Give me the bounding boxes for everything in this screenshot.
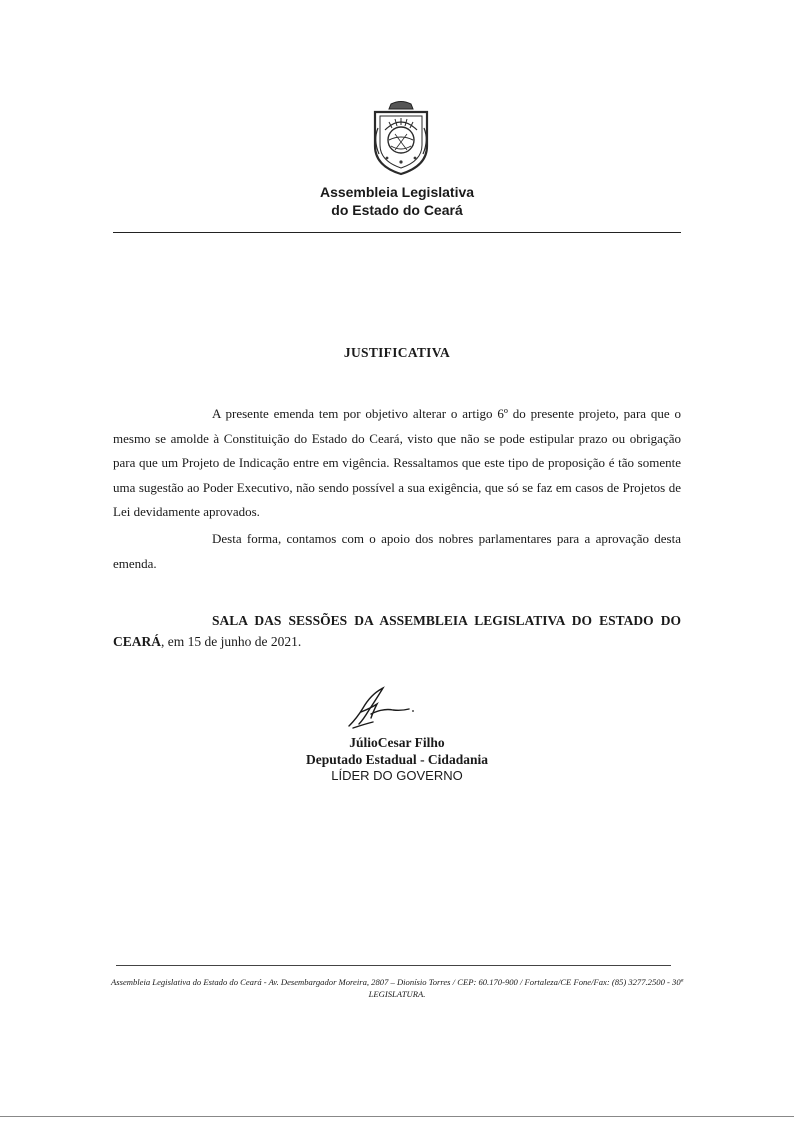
session-hall-label: SALA DAS SESSÕES DA ASSEMBLEIA LEGISLATIVA DO ESTADO DO CEARÁ <box>113 613 681 649</box>
signatory-role: Deputado Estadual - Cidadania <box>306 752 488 767</box>
footer-divider <box>116 965 671 966</box>
institution-name: Assembleia Legislativa <box>319 184 475 200</box>
institution-state: do Estado do Ceará <box>331 202 463 218</box>
request-paragraph: Desta forma, contamos com o apoio dos nobres parlamentares para a aprovação desta emenda. <box>113 531 681 571</box>
closing-statement <box>113 610 681 652</box>
signatory-office: LÍDER DO GOVERNO <box>331 768 463 783</box>
header-divider <box>113 232 681 233</box>
justification-paragraph: A presente emenda tem por objetivo alterar o artigo 6º do presente projeto, para que o mesmo se amolde à Constituição do Estado do Ceará, visto que não se pode estipular prazo ou obrigação para que um Projeto de Indicação entre em vigência. Ressaltamos que este tipo de proposição é tão somente uma sugestão ao Poder Executivo, não sendo possível a sua exigência, que só se faz em casos de Projetos de Lei devidamente aprovados. <box>113 406 681 519</box>
closing-date: , em 15 de junho de 2021. <box>161 634 302 649</box>
signatory-name: JúlioCesar Filho <box>349 735 445 750</box>
handwritten-signature <box>343 684 423 732</box>
document-title: JUSTIFICATIVA <box>343 345 451 360</box>
state-crest-emblem <box>369 100 433 176</box>
page-bottom-edge <box>0 1116 794 1117</box>
footer-address: Assembleia Legislativa do Estado do Ceará - Av. Desembargador Moreira, 2807 – Dionísio Torres / CEP: 60.170-900 / Fortaleza/CE Fone/Fax: (85) 3277.2500 - 30ª LEGISLATURA. <box>111 977 683 999</box>
